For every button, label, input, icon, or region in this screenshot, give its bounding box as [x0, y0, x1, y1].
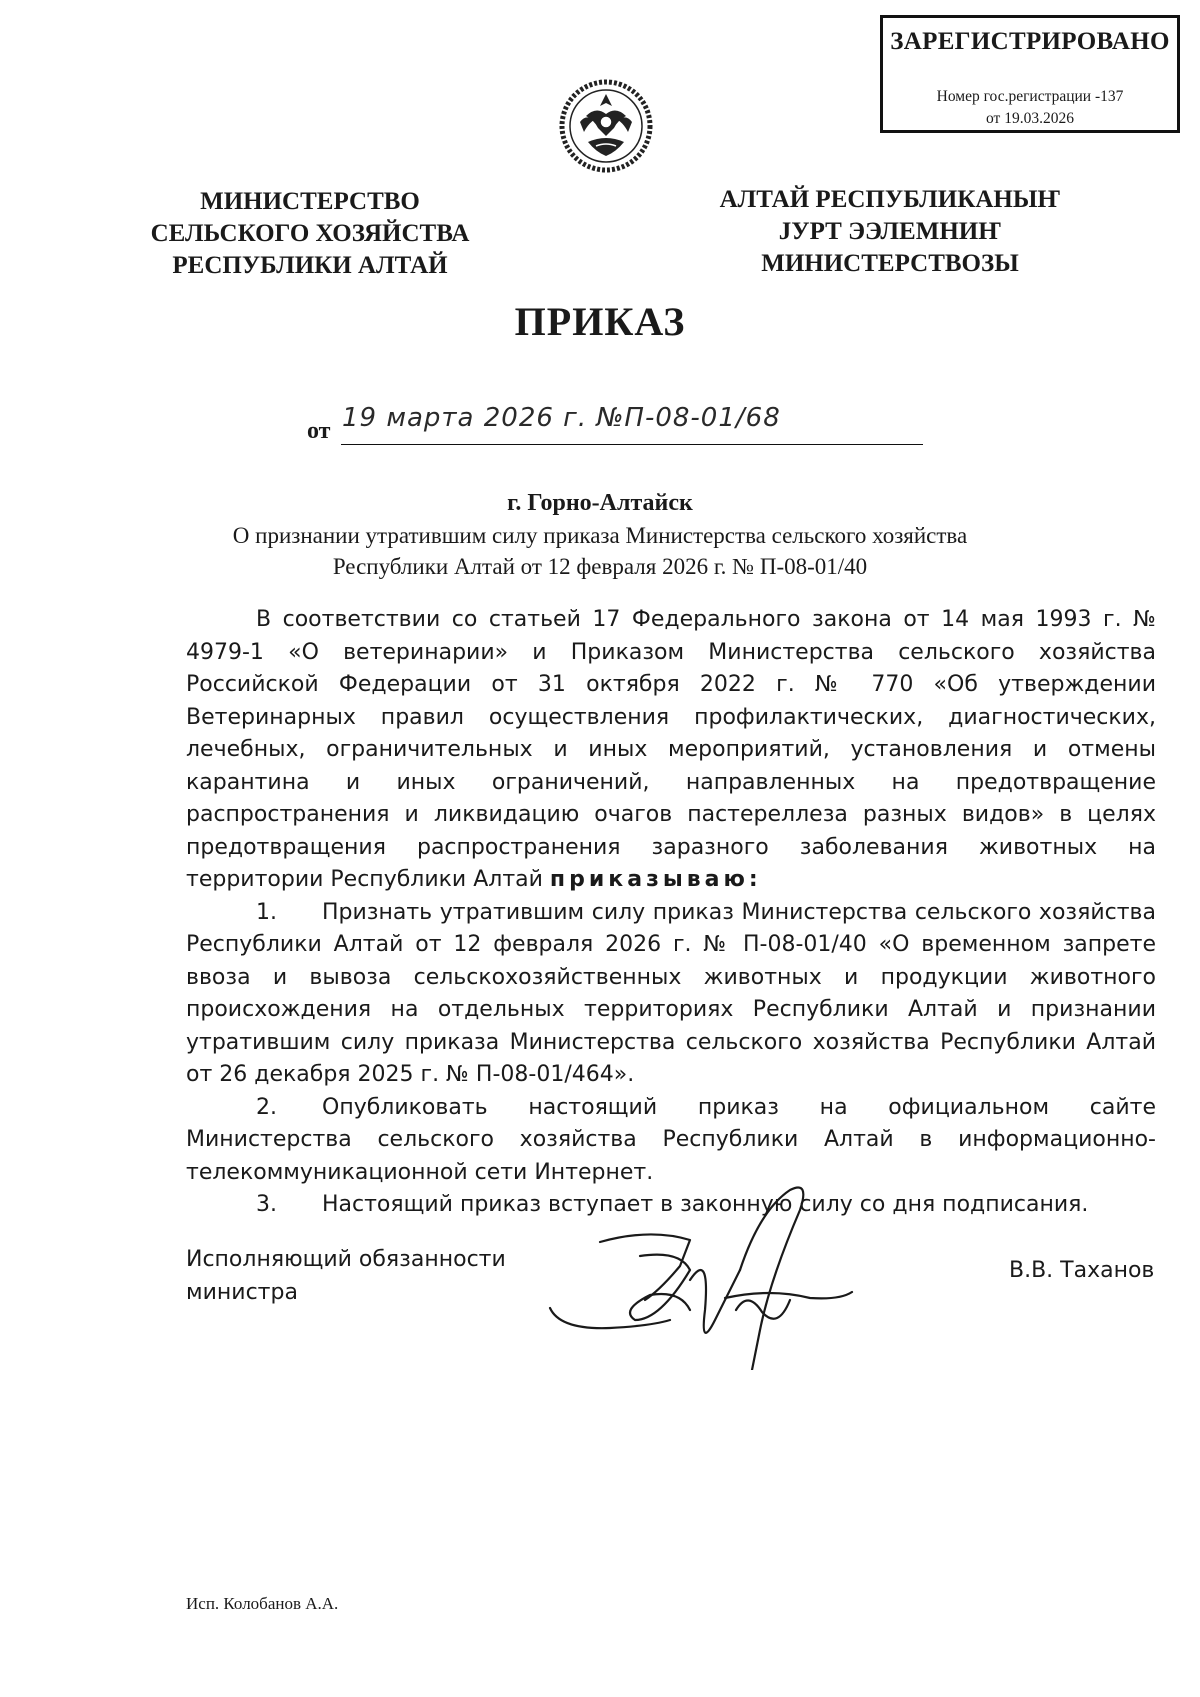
item-number: 2.: [256, 1094, 277, 1120]
header-line: МИНИСТЕРСТВОЗЫ: [761, 250, 1019, 277]
header-line: ЈУРТ ЭЭЛЕМНИҤ: [778, 218, 1002, 245]
date-prefix: от: [307, 418, 331, 444]
position-line: Исполняющий обязанности: [186, 1247, 506, 1272]
item-text: Настоящий приказ вступает в законную силу со дня подписания.: [322, 1192, 1089, 1217]
item-text: Опубликовать настоящий приказ на официальном сайте Министерства сельского хозяйства Республики Алтай в информационно-телекоммуникационной сети Интернет.: [186, 1094, 1156, 1185]
registration-stamp: [880, 15, 1180, 133]
position-line: министра: [186, 1280, 298, 1305]
header-line: АЛТАЙ РЕСПУБЛИКАНЫҤ: [719, 186, 1061, 213]
subject-line: О признании утратившим силу приказа Министерства сельского хозяйства: [232, 523, 968, 548]
header-line: МИНИСТЕРСТВО: [200, 188, 420, 215]
item-number: 3.: [256, 1192, 277, 1217]
order-body: [186, 604, 1156, 1222]
stamp-registration-date: от 19.03.2026: [986, 110, 1074, 127]
handwritten-date-number: 19 марта 2026 г. №П-08-01/68: [342, 403, 781, 433]
ministry-header-russian: [100, 186, 520, 282]
stamp-registration-number: Номер гос.регистрации -137: [936, 88, 1124, 105]
stamp-title: ЗАРЕГИСТРИРОВАНО: [890, 28, 1170, 55]
city-line: г. Горно-Алтайск: [507, 490, 693, 516]
preamble-paragraph: [186, 604, 1156, 897]
header-line: РЕСПУБЛИКИ АЛТАЙ: [172, 252, 448, 279]
handwritten-signature: [540, 1170, 950, 1370]
preamble-text: В соответствии со статьей 17 Федерального закона от 14 мая 1993 г. № 4979-1 «О ветеринарии» и Приказом Министерства сельского хозяйства Российской Федерации от 31 октября 2022 г. № 770 «Об утверждении Ветеринарных правил осуществления профилактических, диагностических, лечебных, ограничительных и иных мероприятий, установления и отмены карантина и иных ограничений, направленных на предотвращение распространения и ликвидацию очагов пастереллеза разных видов» в целях предотвращения распространения заразного заболевания животных на территории Республики Алтай: [186, 607, 1156, 892]
signatory-position: [186, 1243, 506, 1309]
order-subject: [150, 520, 1050, 582]
order-word: приказываю:: [549, 867, 762, 892]
signatory-name: В.В. Таханов: [1009, 1258, 1155, 1283]
ministry-header-altai: [690, 184, 1090, 280]
coat-of-arms-emblem: [556, 76, 656, 176]
executor-note: Исп. Колобанов А.А.: [186, 1594, 339, 1613]
item-text: Признать утратившим силу приказ Министерства сельского хозяйства Республики Алтай от 12 февраля 2026 г. № П-08-01/40 «О временном запрете ввоза и вывоза сельскохозяйственных животных и продукции животного происхождения на отдельных территориях Республики Алтай и признании утратившим силу приказа Министерства сельского хозяйства Республики Алтай от 26 декабря 2025 г. № П-08-01/464».: [186, 899, 1156, 1087]
document-type-title: ПРИКАЗ: [514, 299, 686, 344]
date-underline: [341, 444, 923, 445]
subject-line: Республики Алтай от 12 февраля 2026 г. № П-08-01/40: [332, 554, 868, 579]
item-number: 1.: [256, 899, 277, 925]
header-line: СЕЛЬСКОГО ХОЗЯЙСТВА: [150, 220, 470, 247]
order-item-1: [186, 897, 1156, 1092]
